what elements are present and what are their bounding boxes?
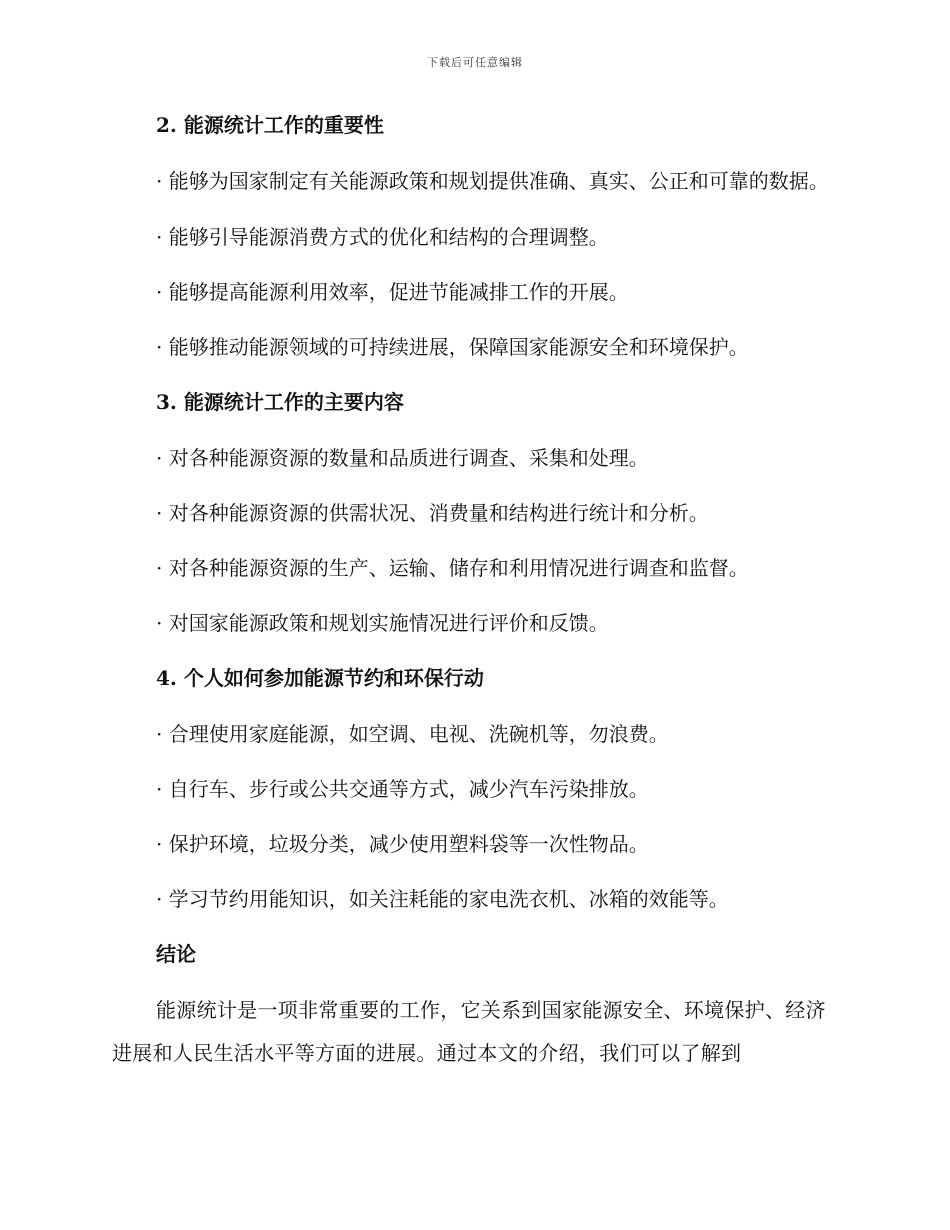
- bullet-item: · 合理使用家庭能源，如空调、电视、洗碗机等，勿浪费。: [156, 722, 669, 746]
- bullet-item: · 自行车、步行或公共交通等方式，减少汽车污染排放。: [156, 777, 649, 801]
- conclusion-heading: 结论: [156, 942, 196, 966]
- bullet-item: · 对各种能源资源的数量和品质进行调查、采集和处理。: [156, 446, 649, 470]
- document-body: [112, 110, 830, 1075]
- bullet-item: · 能够为国家制定有关能源政策和规划提供准确、真实、公正和可靠的数据。: [156, 169, 829, 193]
- bullet-item: · 对各种能源资源的供需状况、消费量和结构进行统计和分析。: [156, 501, 709, 525]
- bullet-item: · 能够推动能源领域的可持续进展，保障国家能源安全和环境保护。: [156, 335, 749, 359]
- section-heading: 4. 个人如何参加能源节约和环保行动: [156, 666, 484, 690]
- section-heading: 3. 能源统计工作的主要内容: [156, 390, 404, 414]
- section-heading: 2. 能源统计工作的重要性: [156, 113, 384, 137]
- conclusion-paragraph: 能源统计是一项非常重要的工作，它关系到国家能源安全、环境保护、经济进展和人民生活水平等方面的进展。通过本文的介绍，我们可以了解到: [112, 998, 826, 1065]
- page-header: 下载后可任意编辑: [427, 56, 523, 69]
- bullet-item: · 保护环境，垃圾分类，减少使用塑料袋等一次性物品。: [156, 832, 649, 856]
- bullet-item: · 能够引导能源消费方式的优化和结构的合理调整。: [156, 225, 609, 249]
- bullet-item: · 能够提高能源利用效率，促进节能减排工作的开展。: [156, 280, 629, 304]
- bullet-item: · 对国家能源政策和规划实施情况进行评价和反馈。: [156, 611, 609, 635]
- bullet-item: · 对各种能源资源的生产、运输、储存和利用情况进行调查和监督。: [156, 556, 749, 580]
- bullet-item: · 学习节约用能知识，如关注耗能的家电洗衣机、冰箱的效能等。: [156, 887, 729, 911]
